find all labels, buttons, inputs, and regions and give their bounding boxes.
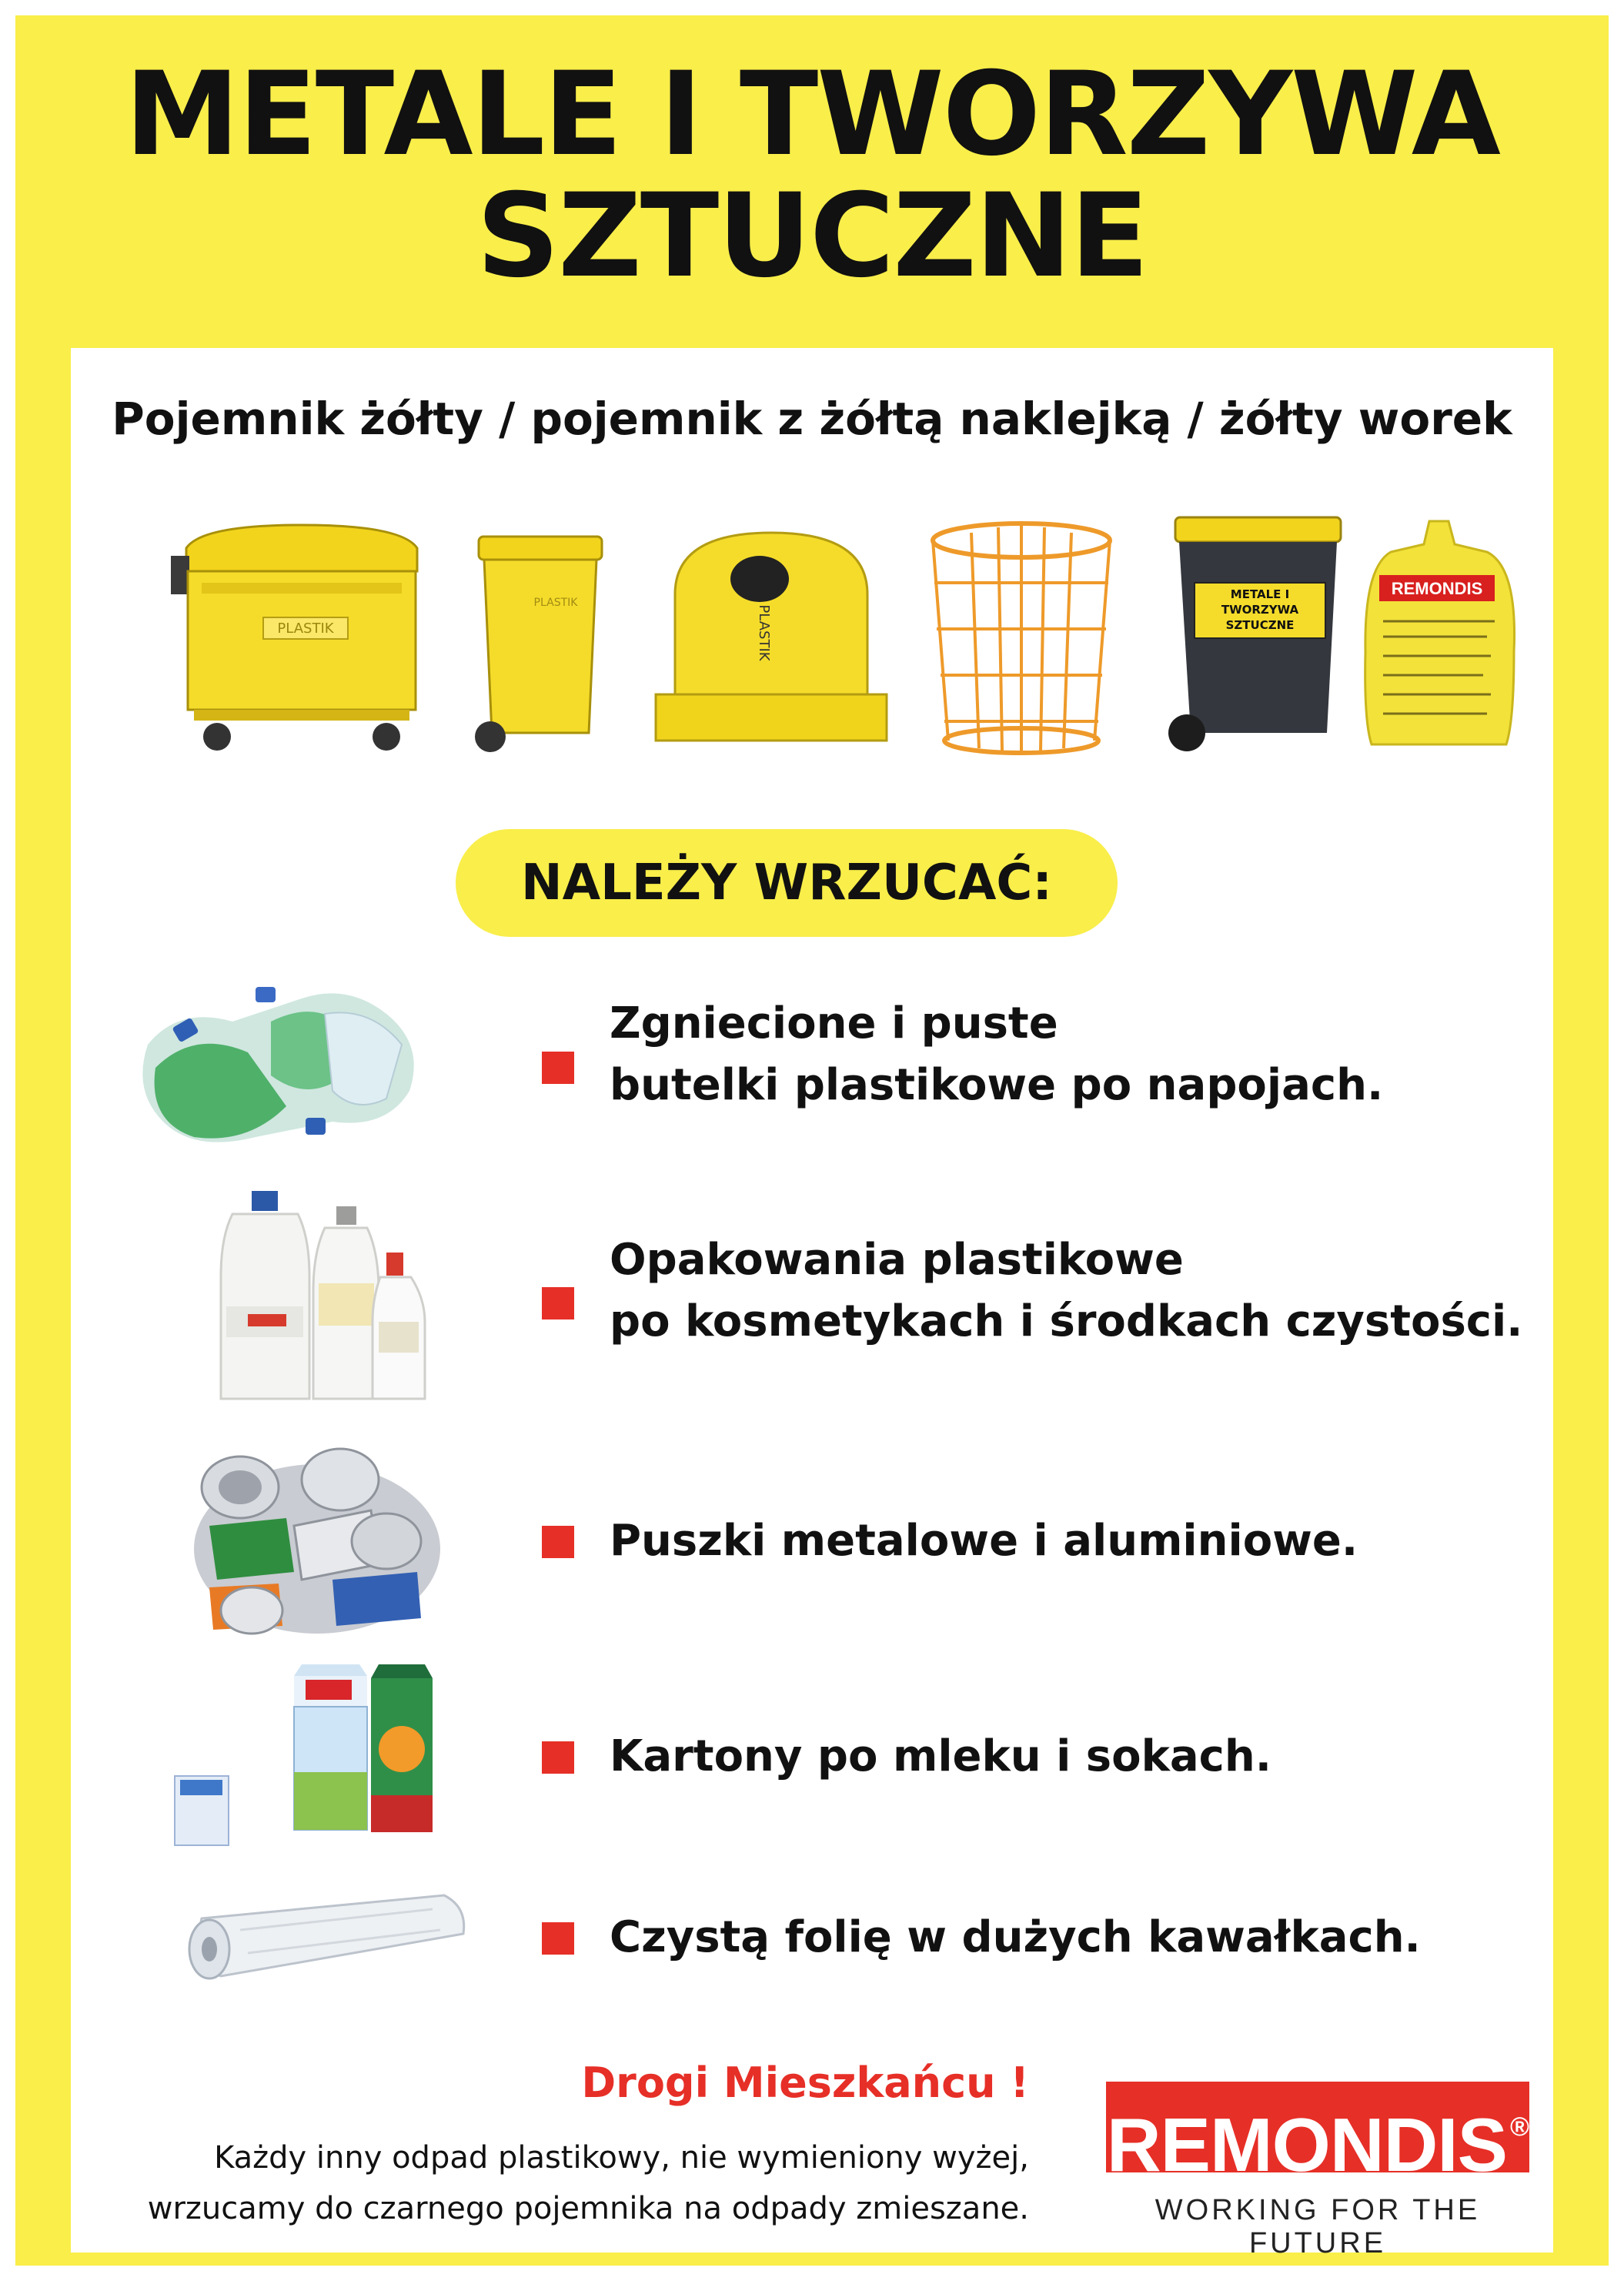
footer-greeting: Drogi Mieszkańcu ! xyxy=(581,2059,1029,2107)
registered-mark: ® xyxy=(1510,2112,1529,2142)
brand-tagline: WORKING FOR THE FUTURE xyxy=(1155,2194,1481,2259)
list-item xyxy=(71,948,1553,1172)
item-text xyxy=(610,1907,1421,1968)
footer-note xyxy=(71,2132,1029,2234)
bullet-marker xyxy=(542,1922,574,1955)
section-heading: NALEŻY WRZUCAĆ: xyxy=(456,829,1118,937)
item-text-line: butelki plastikowe po napojach. xyxy=(610,1060,1384,1110)
content-panel xyxy=(71,348,1553,2259)
sticker-line-1: METALE I xyxy=(1230,587,1290,601)
item-text xyxy=(610,1510,1358,1572)
list-item xyxy=(71,1183,1553,1414)
item-text-line: Puszki metalowe i aluminiowe. xyxy=(610,1516,1358,1566)
cosmetic-cleaning-bottles-icon xyxy=(209,1191,440,1406)
poster-title xyxy=(15,48,1609,303)
crushed-cans-icon xyxy=(179,1433,456,1649)
container-label: PLASTIK xyxy=(533,597,578,609)
yellow-igloo-container-icon xyxy=(644,525,898,756)
container-row xyxy=(71,502,1553,756)
subtitle: Pojemnik żółty / pojemnik z żółtą naklejką / żółty worek xyxy=(112,393,1512,445)
item-text xyxy=(610,993,1383,1116)
item-text-line: po kosmetykach i środkach czystości. xyxy=(610,1296,1523,1346)
list-item xyxy=(71,1426,1553,1657)
item-text xyxy=(610,1229,1522,1353)
crushed-plastic-bottles-icon xyxy=(132,952,440,1160)
footer-note-line-2: wrzucamy do czarnego pojemnika na odpady zmieszane. xyxy=(147,2191,1029,2226)
bullet-marker xyxy=(542,1526,574,1558)
remondis-logo xyxy=(1106,2082,1529,2187)
list-item xyxy=(71,1868,1553,2007)
milk-juice-cartons-icon xyxy=(171,1664,448,1849)
brand-name: REMONDIS xyxy=(1106,2102,1508,2187)
item-text-line: Opakowania plastikowe xyxy=(610,1235,1184,1285)
black-bin-with-yellow-sticker-icon xyxy=(1164,517,1348,756)
sticker-line-3: SZTUCZNE xyxy=(1225,618,1295,632)
container-label: PLASTIK xyxy=(756,604,772,661)
orange-wire-mesh-basket-icon xyxy=(925,521,1118,756)
sticker-line-2: TWORZYWA xyxy=(1221,603,1299,617)
large-yellow-wheeled-container-icon xyxy=(171,517,433,756)
container-label: PLASTIK xyxy=(277,620,334,637)
item-text-line: Zgniecione i puste xyxy=(610,998,1058,1049)
list-item xyxy=(71,1664,1553,1849)
bag-brand-label: REMONDIS xyxy=(1391,579,1483,598)
item-text xyxy=(610,1726,1271,1788)
plastic-film-roll-icon xyxy=(179,1888,471,1995)
poster xyxy=(15,15,1609,2266)
bullet-marker xyxy=(542,1741,574,1774)
item-text-line: Czystą folię w dużych kawałkach. xyxy=(610,1912,1421,1962)
title-line-2: SZTUCZNE xyxy=(476,169,1148,303)
yellow-bag-icon xyxy=(1356,521,1522,752)
title-line-1: METALE I TWORZYWA xyxy=(125,48,1499,182)
small-yellow-wheelie-bin-icon xyxy=(475,537,606,756)
bullet-marker xyxy=(542,1287,574,1319)
footer-note-line-1: Każdy inny odpad plastikowy, nie wymieniony wyżej, xyxy=(214,2140,1029,2176)
bullet-marker xyxy=(542,1052,574,1084)
item-text-line: Kartony po mleku i sokach. xyxy=(610,1731,1271,1781)
